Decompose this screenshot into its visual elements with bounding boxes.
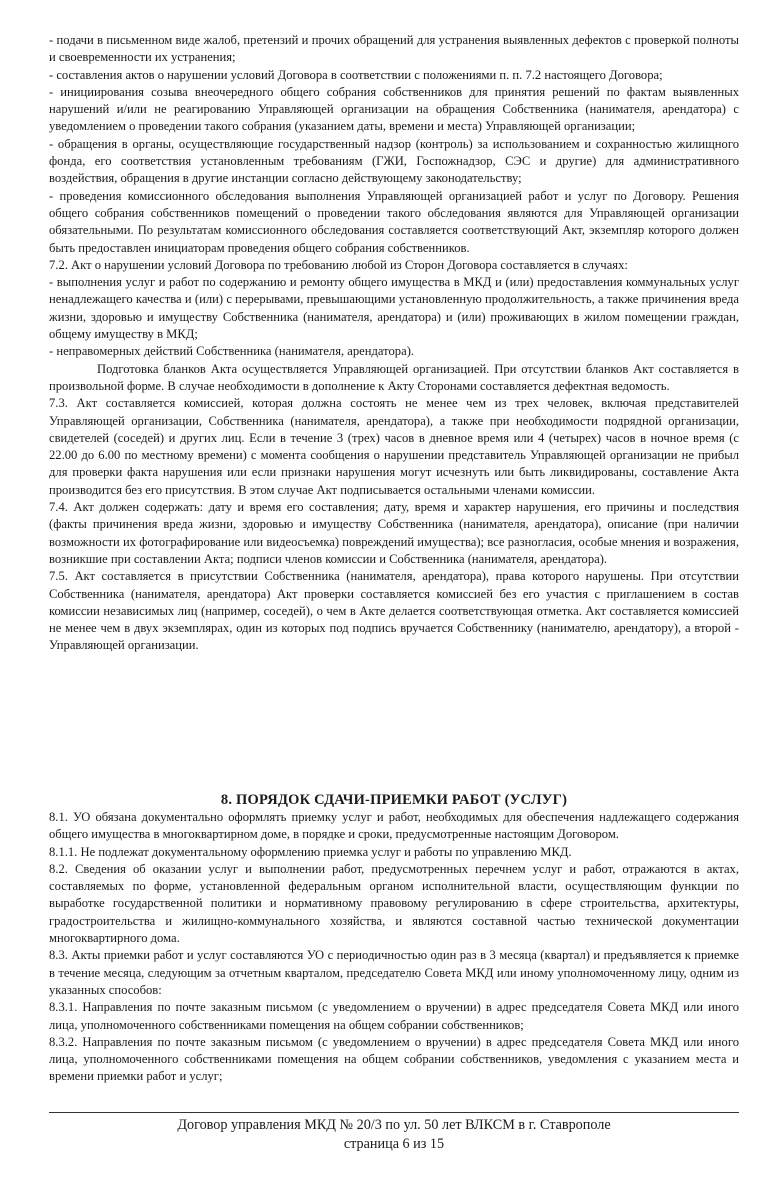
paragraph-violation-acts: - составления актов о нарушении условий Договора в соответствии с положениями п. п. 7.2 настоящего Договора; <box>49 67 663 82</box>
paragraph-8-1: 8.1. УО обязана документально оформлять приемку услуг и работ, необходимых для обеспечения надлежащего содержания общего имущества в многоквартирном доме, в порядке и сроки, предусмотренные настоящим Договором. <box>49 810 739 842</box>
paragraph-8-1-1: 8.1.1. Не подлежат документальному оформлению приемка услуг и работы по управлению МКД. <box>49 844 572 859</box>
footer-page-number: страница 6 из 15 <box>343 1136 445 1152</box>
paragraph-7-3: 7.3. Акт составляется комиссией, которая должна состоять не менее чем из трех человек, включая представителей Управляющей организации, Собственника (нанимателя, арендатора), а также при необходимости подрядной организации, свидетелей (соседей) и других лиц. Если в течение 3 (трех) часов в дневное время или 4 (четырех) часов в ночное время (с 22.00 до 6.00 по местному времени) с момента сообщения о нарушении представитель Управляющей организации не прибыл для проверки факта нарушения или если признаки нарушения могут исчезнуть или быть ликвидированы, составление Акта производится без его присутствия. В этом случае Акт подписывается остальными членами комиссии. <box>49 396 739 497</box>
paragraph-8-3-2: 8.3.2. Направления по почте заказным письмом (с уведомлением о вручении) в адрес председателя Совета МКД или иного лица, уполномоченного собственниками помещения на общем собрании собственников, уведомления с указанием места и времени приемки работ и услуг; <box>49 1034 739 1084</box>
paragraph-complaints: - подачи в письменном виде жалоб, претензий и прочих обращений для устранения выявленных дефектов с проверкой полноты и своевременности их устранения; <box>49 33 739 65</box>
paragraph-8-3: 8.3. Акты приемки работ и услуг составляются УО с периодичностью один раз в 3 месяца (квартал) и предъявляется к приемке в течение месяца, следующим за отчетным кварталом, председателю Совета МКД или иному уполномоченному лицу, одним из указанных способов: <box>49 948 739 997</box>
paragraph-act-forms: Подготовка бланков Акта осуществляется Управляющей организацией. При отсутствии бланков Акт составляется в произвольной форме. В случае необходимости в дополнение к Акту Сторонами составляется дефектная ведомость. <box>49 361 739 393</box>
paragraph-extraordinary-meeting: - инициирования созыва внеочередного общего собрания собственников для принятия решений по фактам выявленных нарушений и/или не реагированию Управляющей организации на обращения Собственника (нанимателя, арендатора) с уведомлением о проведении такого собрания (указанием даты, времени и места) Управляющей организации; <box>49 84 739 134</box>
document-body-bottom <box>49 809 739 1086</box>
paragraph-7-2-unlawful-actions: - неправомерных действий Собственника (нанимателя, арендатора). <box>49 344 415 359</box>
paragraph-8-2: 8.2. Сведения об оказании услуг и выполнении работ, предусмотренных перечнем услуг и работ, отражаются в актах, составляемых по форме, установленной федеральным органом исполнительной власти, осуществляющим функции по выработке государственной политики и нормативному правовому регулированию в сфере строительства, архитектуры, градостроительства и жилищно-коммунального хозяйства, и являются составной частью технической документации многоквартирного дома. <box>49 861 739 946</box>
paragraph-7-2-services: - выполнения услуг и работ по содержанию и ремонту общего имущества в МКД и (или) предоставления коммунальных услуг ненадлежащего качества и (или) с перерывами, превышающими установленную продолжительность, а также причинения вреда жизни, здоровью и имуществу Собственника (нанимателя, арендатора) и (или) проживающих в жилом помещении граждан, общему имуществу в МКД; <box>49 275 739 342</box>
document-body-top <box>49 32 739 655</box>
paragraph-commission-inspection: - проведения комиссионного обследования выполнения Управляющей организацией работ и услуг по Договору. Решения общего собрания собственников помещений о проведении такого обследования являются для Управляющей организации обязательными. По результатам комиссионного обследования составляется соответствующий Акт, экземпляр которого должен быть предоставлен инициаторам проведения общего собрания собственников. <box>49 188 739 255</box>
paragraph-supervisory-bodies: - обращения в органы, осуществляющие государственный надзор (контроль) за использованием и сохранностью жилищного фонда, его соответствия установленным требованиям (ГЖИ, Госпожнадзор, СЭС и другие) для административного воздействия, обращения в другие инстанции согласно действующему законодательству; <box>49 136 739 186</box>
paragraph-8-3-1: 8.3.1. Направления по почте заказным письмом (с уведомлением о вручении) в адрес председателя Совета МКД или иного лица, уполномоченного собственниками помещения на общем собрании собственников; <box>49 1000 739 1032</box>
paragraph-7-5: 7.5. Акт составляется в присутствии Собственника (нанимателя, арендатора), права которого нарушены. При отсутствии Собственника (нанимателя, арендатора) Акт проверки составляется комиссией без его участия с приглашением в состав комиссии независимых лиц (например, соседей), о чем в Акте делается соответствующая отметка. Акт составляется комиссией не менее чем в двух экземплярах, один из которых под подпись вручается Собственнику (нанимателю, арендатору), а второй - Управляющей организации. <box>49 569 739 653</box>
footer-divider <box>49 1112 739 1113</box>
section-heading: 8. ПОРЯДОК СДАЧИ-ПРИЕМКИ РАБОТ (УСЛУГ) <box>220 792 568 808</box>
footer-contract-title: Договор управления МКД № 20/3 по ул. 50 лет ВЛКСМ в г. Ставрополе <box>177 1117 611 1133</box>
paragraph-7-2: 7.2. Акт о нарушении условий Договора по требованию любой из Сторон Договора составляется в случаях: <box>49 257 628 272</box>
paragraph-7-4: 7.4. Акт должен содержать: дату и время его составления; дату, время и характер нарушения, его причины и последствия (факты причинения вреда жизни, здоровью и имуществу Собственника (нанимателя, арендатора), описание (при наличии возможности их фотографирование или видеосъемка) повреждений имущества); все разногласия, особые мнения и возражения, возникшие при составлении Акта; подписи членов комиссии и Собственника (нанимателя, арендатора). <box>49 500 739 566</box>
page-footer <box>49 1116 739 1154</box>
